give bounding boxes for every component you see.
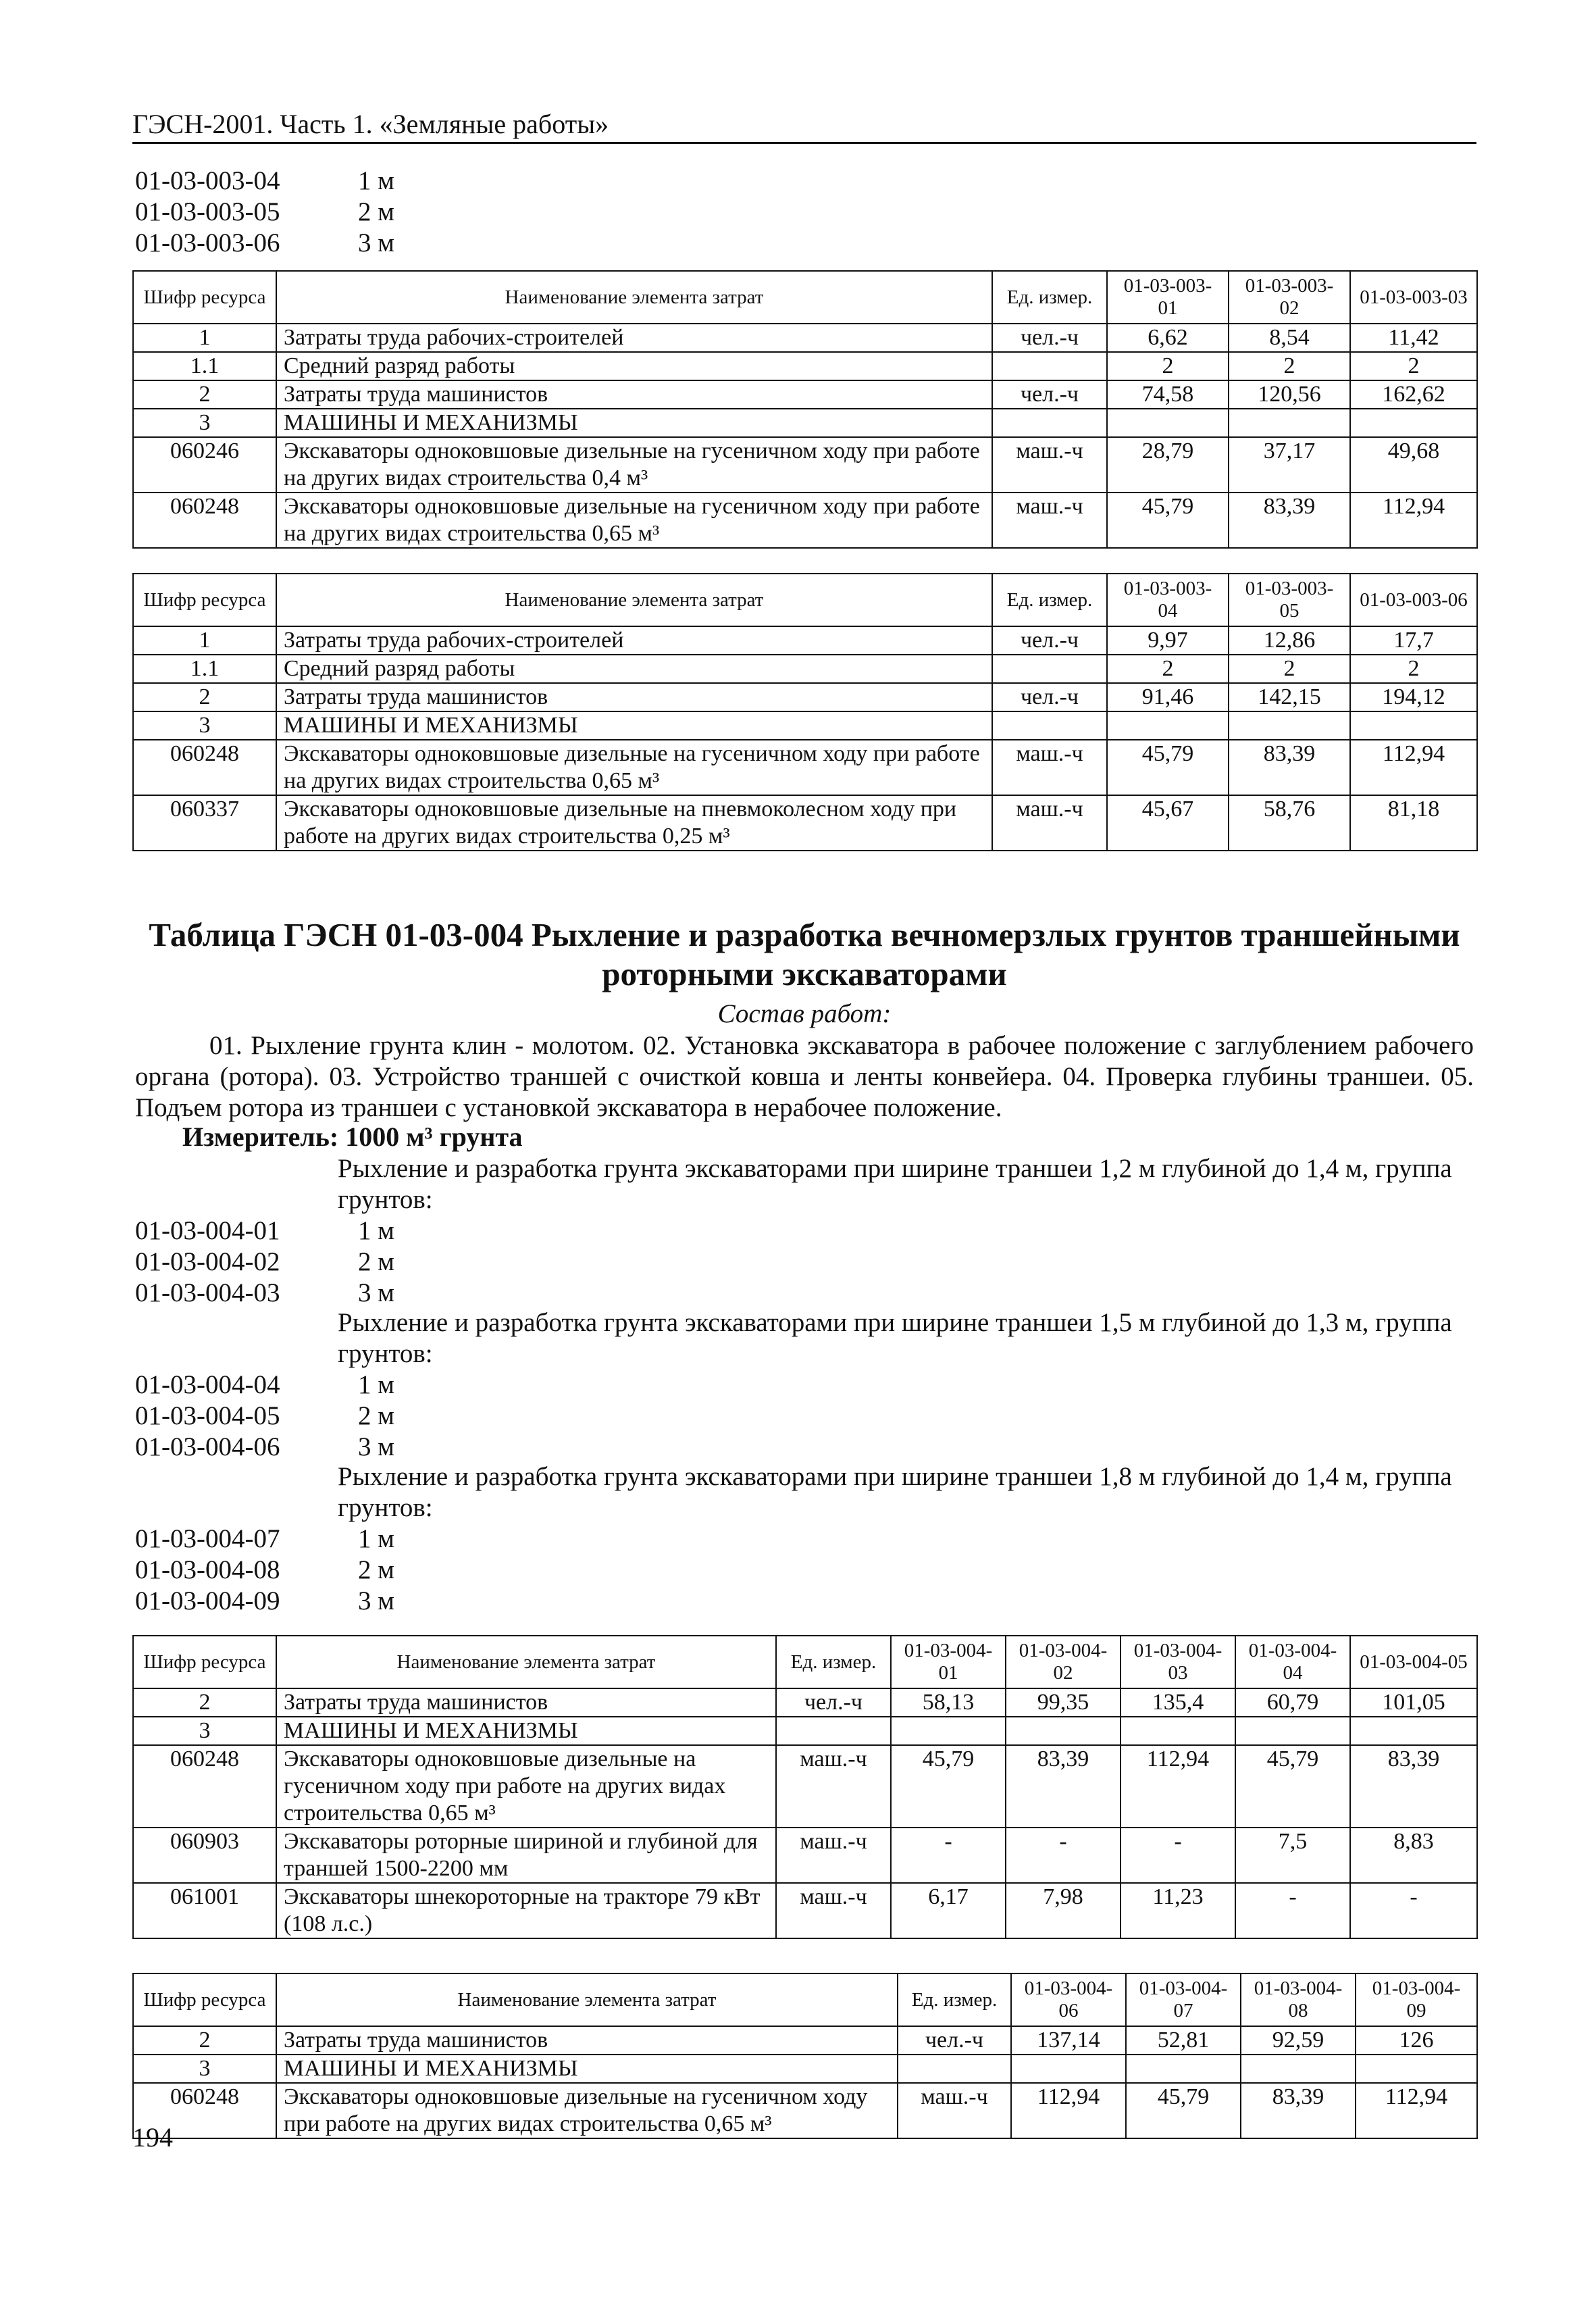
row-unit: [992, 711, 1107, 740]
soil-group: 3 м: [358, 228, 394, 257]
row-value: 112,94: [1350, 493, 1477, 548]
row-value: [1107, 409, 1229, 437]
header-name: Наименование элемента затрат: [276, 574, 992, 626]
row-value: 83,39: [1006, 1745, 1121, 1828]
top-code-list: [135, 166, 394, 259]
row-unit: чел.-ч: [992, 626, 1107, 655]
table-row: [133, 795, 1477, 851]
row-unit: маш.-ч: [776, 1883, 891, 1938]
row-value: -: [1006, 1828, 1121, 1883]
row-code: 060248: [133, 740, 276, 795]
row-value: -: [1121, 1828, 1235, 1883]
row-value: [1121, 1717, 1235, 1745]
row-value: 7,98: [1006, 1883, 1121, 1938]
row-code: 3: [133, 711, 276, 740]
row-name: МАШИНЫ И МЕХАНИЗМЫ: [276, 711, 992, 740]
row-name: Средний разряд работы: [276, 655, 992, 683]
soil-group: 3 м: [358, 1586, 394, 1615]
row-value: 74,58: [1107, 380, 1229, 409]
table-row: [133, 437, 1477, 493]
row-name: Экскаваторы шнекороторные на тракторе 79 кВт (108 л.с.): [276, 1883, 776, 1938]
row-name: МАШИНЫ И МЕХАНИЗМЫ: [276, 2055, 898, 2083]
row-value: 137,14: [1011, 2026, 1126, 2055]
row-value: [1350, 1717, 1477, 1745]
table-row: [133, 493, 1477, 548]
row-value: 83,39: [1241, 2083, 1356, 2138]
resource-code: 01-03-004-02: [135, 1247, 280, 1276]
page-number: 194: [132, 2122, 173, 2153]
group-description: Рыхление и разработка грунта экскаваторами при ширине траншеи 1,8 м глубиной до 1,4 м, группа грунтов:: [338, 1462, 1452, 1522]
table-title: Таблица ГЭСН 01-03-004 Рыхление и разработка вечномерзлых грунтов траншейными роторными экскаваторами: [149, 916, 1460, 992]
row-value: 45,79: [891, 1745, 1006, 1828]
resource-code: 01-03-004-03: [135, 1278, 280, 1307]
row-name: Затраты труда рабочих-строителей: [276, 324, 992, 352]
row-name: Затраты труда машинистов: [276, 2026, 898, 2055]
row-unit: чел.-ч: [776, 1688, 891, 1717]
soil-group: 2 м: [358, 1401, 394, 1430]
row-value: 49,68: [1350, 437, 1477, 493]
table-row: [133, 352, 1477, 380]
resource-code: 01-03-003-04: [135, 166, 280, 195]
row-value: 112,94: [1350, 740, 1477, 795]
row-value: -: [891, 1828, 1006, 1883]
soil-group: 2 м: [358, 1247, 394, 1276]
header-code: Шифр ресурса: [133, 271, 276, 324]
row-value: [1229, 409, 1350, 437]
row-name: Экскаваторы одноковшовые дизельные на гусеничном ходу при работе на других видах строительства 0,4 м³: [276, 437, 992, 493]
row-value: 99,35: [1006, 1688, 1121, 1717]
table-header-row: [133, 574, 1477, 626]
row-value: 45,79: [1107, 493, 1229, 548]
resource-code: 01-03-004-01: [135, 1216, 280, 1245]
code-line: [135, 1555, 394, 1586]
row-value: 81,18: [1350, 795, 1477, 851]
row-value: [1107, 711, 1229, 740]
row-value: 120,56: [1229, 380, 1350, 409]
header-code: Шифр ресурса: [133, 1636, 276, 1688]
header-column-code: 01-03-003-02: [1229, 271, 1350, 324]
row-code: 060246: [133, 437, 276, 493]
row-code: 3: [133, 409, 276, 437]
row-code: 060337: [133, 795, 276, 851]
table-row: [133, 1828, 1477, 1883]
row-value: 9,97: [1107, 626, 1229, 655]
row-value: 28,79: [1107, 437, 1229, 493]
row-code: 2: [133, 1688, 276, 1717]
resource-code: 01-03-003-06: [135, 228, 280, 257]
row-value: [1126, 2055, 1241, 2083]
code-line: [135, 1278, 394, 1309]
code-line: [135, 166, 394, 197]
row-name: Затраты труда машинистов: [276, 1688, 776, 1717]
row-value: 17,7: [1350, 626, 1477, 655]
header-column-code: 01-03-004-01: [891, 1636, 1006, 1688]
row-unit: маш.-ч: [992, 740, 1107, 795]
header-unit: Ед. измер.: [992, 574, 1107, 626]
row-value: 112,94: [1356, 2083, 1477, 2138]
row-name: Экскаваторы роторные шириной и глубиной для траншей 1500-2200 мм: [276, 1828, 776, 1883]
row-code: 3: [133, 1717, 276, 1745]
group-description: Рыхление и разработка грунта экскаваторами при ширине траншеи 1,5 м глубиной до 1,3 м, группа грунтов:: [338, 1308, 1452, 1368]
row-value: 60,79: [1235, 1688, 1350, 1717]
row-value: 91,46: [1107, 683, 1229, 711]
row-value: 37,17: [1229, 437, 1350, 493]
row-value: [1356, 2055, 1477, 2083]
row-unit: маш.-ч: [898, 2083, 1011, 2138]
row-value: [1350, 409, 1477, 437]
row-unit: чел.-ч: [992, 380, 1107, 409]
header-rule: [132, 142, 1476, 144]
row-value: 83,39: [1350, 1745, 1477, 1828]
resource-table-3: [132, 1635, 1478, 1939]
resource-code: 01-03-004-08: [135, 1555, 280, 1584]
header-unit: Ед. измер.: [776, 1636, 891, 1688]
row-value: 45,79: [1126, 2083, 1241, 2138]
table-row: [133, 380, 1477, 409]
resource-code: 01-03-003-05: [135, 197, 280, 226]
row-value: [1235, 1717, 1350, 1745]
code-line: [135, 1401, 394, 1432]
soil-group: 1 м: [358, 1216, 394, 1245]
row-name: МАШИНЫ И МЕХАНИЗМЫ: [276, 409, 992, 437]
row-value: 92,59: [1241, 2026, 1356, 2055]
header-name: Наименование элемента затрат: [276, 271, 992, 324]
row-unit: [992, 352, 1107, 380]
row-name: Экскаваторы одноковшовые дизельные на пневмоколесном ходу при работе на других видах строительства 0,25 м³: [276, 795, 992, 851]
row-code: 3: [133, 2055, 276, 2083]
row-code: 1.1: [133, 655, 276, 683]
row-name: Экскаваторы одноковшовые дизельные на гусеничном ходу при работе на других видах строительства 0,65 м³: [276, 1745, 776, 1828]
code-line: [135, 1524, 394, 1555]
row-value: 6,62: [1107, 324, 1229, 352]
row-code: 2: [133, 683, 276, 711]
row-value: 11,23: [1121, 1883, 1235, 1938]
row-value: 83,39: [1229, 740, 1350, 795]
group-code-list: [135, 1524, 394, 1617]
row-unit: маш.-ч: [992, 437, 1107, 493]
row-value: 12,86: [1229, 626, 1350, 655]
code-line: [135, 1247, 394, 1278]
row-value: -: [1235, 1883, 1350, 1938]
header-column-code: 01-03-004-09: [1356, 1973, 1477, 2026]
row-value: 83,39: [1229, 493, 1350, 548]
resource-code: 01-03-004-05: [135, 1401, 280, 1430]
row-value: [1006, 1717, 1121, 1745]
row-code: 1: [133, 324, 276, 352]
table-row: [133, 1717, 1477, 1745]
row-unit: [898, 2055, 1011, 2083]
row-code: 1: [133, 626, 276, 655]
group-description: Рыхление и разработка грунта экскаваторами при ширине траншеи 1,2 м глубиной до 1,4 м, группа грунтов:: [338, 1154, 1452, 1214]
row-unit: чел.-ч: [898, 2026, 1011, 2055]
row-value: 112,94: [1011, 2083, 1126, 2138]
table-header-row: [133, 1973, 1477, 2026]
header-column-code: 01-03-003-01: [1107, 271, 1229, 324]
row-name: Средний разряд работы: [276, 352, 992, 380]
row-value: 7,5: [1235, 1828, 1350, 1883]
row-code: 2: [133, 380, 276, 409]
row-value: 162,62: [1350, 380, 1477, 409]
header-column-code: 01-03-004-08: [1241, 1973, 1356, 2026]
row-name: Затраты труда машинистов: [276, 380, 992, 409]
row-value: 45,79: [1235, 1745, 1350, 1828]
code-line: [135, 197, 394, 228]
row-value: 45,79: [1107, 740, 1229, 795]
row-value: 2: [1229, 352, 1350, 380]
row-value: 2: [1350, 352, 1477, 380]
header-column-code: 01-03-003-06: [1350, 574, 1477, 626]
table-row: [133, 655, 1477, 683]
header-column-code: 01-03-004-02: [1006, 1636, 1121, 1688]
header-column-code: 01-03-004-03: [1121, 1636, 1235, 1688]
measure-unit: Измеритель: 1000 м³ грунта: [182, 1122, 523, 1152]
code-line: [135, 1369, 394, 1401]
row-unit: [992, 655, 1107, 683]
row-value: 58,76: [1229, 795, 1350, 851]
table-row: [133, 683, 1477, 711]
row-code: 2: [133, 2026, 276, 2055]
table-header-row: [133, 271, 1477, 324]
resource-table-1: [132, 270, 1478, 549]
table-row: [133, 409, 1477, 437]
table-row: [133, 1883, 1477, 1938]
header-column-code: 01-03-003-04: [1107, 574, 1229, 626]
table-row: [133, 2055, 1477, 2083]
table-row: [133, 1688, 1477, 1717]
resource-code: 01-03-004-07: [135, 1524, 280, 1553]
row-name: Экскаваторы одноковшовые дизельные на гусеничном ходу при работе на других видах строительства 0,65 м³: [276, 2083, 898, 2138]
soil-group: 2 м: [358, 1555, 394, 1584]
group-code-list: [135, 1215, 394, 1309]
header-unit: Ед. измер.: [992, 271, 1107, 324]
header-column-code: 01-03-003-03: [1350, 271, 1477, 324]
row-value: 194,12: [1350, 683, 1477, 711]
code-line: [135, 1215, 394, 1247]
row-value: 52,81: [1126, 2026, 1241, 2055]
header-name: Наименование элемента затрат: [276, 1973, 898, 2026]
header-column-code: 01-03-004-05: [1350, 1636, 1477, 1688]
row-name: Экскаваторы одноковшовые дизельные на гусеничном ходу при работе на других видах строительства 0,65 м³: [276, 493, 992, 548]
resource-code: 01-03-004-04: [135, 1370, 280, 1399]
header-column-code: 01-03-004-07: [1126, 1973, 1241, 2026]
row-unit: маш.-ч: [776, 1828, 891, 1883]
resource-code: 01-03-004-06: [135, 1432, 280, 1461]
row-name: Затраты труда машинистов: [276, 683, 992, 711]
row-value: 142,15: [1229, 683, 1350, 711]
row-name: Затраты труда рабочих-строителей: [276, 626, 992, 655]
composition-text: 01. Рыхление грунта клин - молотом. 02. Установка экскаватора в рабочее положение с заглублением рабочего органа (ротора). 03. Устройство траншей с очисткой ковша и ленты конвейера. 04. Проверка глубины траншеи. 05. Подъем ротора из траншеи с установкой экскаватора в нерабочее положение.: [135, 1031, 1474, 1122]
soil-group: 2 м: [358, 197, 394, 226]
header-column-code: 01-03-004-06: [1011, 1973, 1126, 2026]
row-unit: [992, 409, 1107, 437]
row-unit: маш.-ч: [992, 493, 1107, 548]
row-value: 6,17: [891, 1883, 1006, 1938]
row-value: [891, 1717, 1006, 1745]
resource-table-4: [132, 1973, 1478, 2139]
row-value: [1229, 711, 1350, 740]
row-value: 2: [1350, 655, 1477, 683]
row-name: Экскаваторы одноковшовые дизельные на гусеничном ходу при работе на других видах строительства 0,65 м³: [276, 740, 992, 795]
row-unit: [776, 1717, 891, 1745]
header-code: Шифр ресурса: [133, 574, 276, 626]
row-unit: маш.-ч: [776, 1745, 891, 1828]
row-value: 135,4: [1121, 1688, 1235, 1717]
composition-heading: Состав работ:: [717, 999, 892, 1028]
row-value: 2: [1107, 352, 1229, 380]
running-header: ГЭСН-2001. Часть 1. «Земляные работы»: [132, 109, 609, 139]
row-code: 061001: [133, 1883, 276, 1938]
row-code: 1.1: [133, 352, 276, 380]
row-code: 060248: [133, 493, 276, 548]
row-value: 2: [1229, 655, 1350, 683]
row-unit: чел.-ч: [992, 683, 1107, 711]
row-unit: маш.-ч: [992, 795, 1107, 851]
row-code: 060903: [133, 1828, 276, 1883]
table-row: [133, 324, 1477, 352]
soil-group: 1 м: [358, 166, 394, 195]
header-column-code: 01-03-003-05: [1229, 574, 1350, 626]
row-unit: чел.-ч: [992, 324, 1107, 352]
code-line: [135, 1586, 394, 1617]
row-value: 2: [1107, 655, 1229, 683]
soil-group: 1 м: [358, 1524, 394, 1553]
row-value: 45,67: [1107, 795, 1229, 851]
row-name: МАШИНЫ И МЕХАНИЗМЫ: [276, 1717, 776, 1745]
table-row: [133, 626, 1477, 655]
resource-table-2: [132, 573, 1478, 851]
table-row: [133, 740, 1477, 795]
row-value: 126: [1356, 2026, 1477, 2055]
table-row: [133, 1745, 1477, 1828]
resource-code: 01-03-004-09: [135, 1586, 280, 1615]
row-code: 060248: [133, 2083, 276, 2138]
table-row: [133, 2083, 1477, 2138]
row-value: [1350, 711, 1477, 740]
header-name: Наименование элемента затрат: [276, 1636, 776, 1688]
header-unit: Ед. измер.: [898, 1973, 1011, 2026]
row-value: 8,83: [1350, 1828, 1477, 1883]
table-header-row: [133, 1636, 1477, 1688]
row-value: -: [1350, 1883, 1477, 1938]
row-value: [1241, 2055, 1356, 2083]
code-line: [135, 228, 394, 259]
soil-group: 1 м: [358, 1370, 394, 1399]
header-column-code: 01-03-004-04: [1235, 1636, 1350, 1688]
row-code: 060248: [133, 1745, 276, 1828]
table-row: [133, 2026, 1477, 2055]
group-code-list: [135, 1369, 394, 1463]
row-value: 11,42: [1350, 324, 1477, 352]
soil-group: 3 м: [358, 1278, 394, 1307]
row-value: [1011, 2055, 1126, 2083]
row-value: 112,94: [1121, 1745, 1235, 1828]
code-line: [135, 1432, 394, 1463]
row-value: 101,05: [1350, 1688, 1477, 1717]
row-value: 8,54: [1229, 324, 1350, 352]
header-code: Шифр ресурса: [133, 1973, 276, 2026]
soil-group: 3 м: [358, 1432, 394, 1461]
row-value: 58,13: [891, 1688, 1006, 1717]
table-row: [133, 711, 1477, 740]
